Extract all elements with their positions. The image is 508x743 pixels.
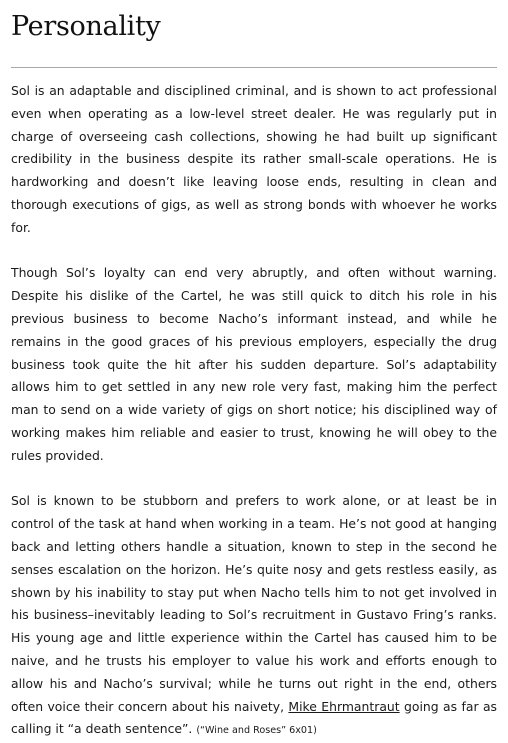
paragraph-2: Though Sol’s loyalty can end very abruptly, and often without warning. Despite his dislike of the Cartel, he was still quick to ditch his role in his previous business to become Nacho’s informant instead, and while he remains in the good graces of his previous employers, especially the drug business took quite the hit after his sudden departure. Sol’s adaptability allows him to get settled in any new role very fast, making him the perfect man to send on a wide variety of gigs on short notice; his disciplined way of working makes him reliable and easier to trust, knowing he will obey to the rules provided.	[11, 265, 497, 463]
episode-citation: (“Wine and Roses” 6x01)	[196, 725, 317, 737]
article-section	[11, 0, 497, 743]
paragraph-3-text-before-link: Sol is known to be stubborn and prefers to work alone, or at least be in control of the task at hand when working in a team. He’s not good at hanging back and letting others handle a situation, known to step in the second he senses escalation on the horizon. He’s quite nosy and gets restless easily, as shown by his inability to stay put when Nacho tells him to not get involved in his business–inevitably leading to Sol’s recruitment in Gustavo Fring’s ranks. His young age and little experience within the Cartel has caused him to be naive, and he trusts his employer to value his work and efforts enough to allow his and Nacho’s survival; while he turns out right in the end, others often voice their concern about his naivety,	[11, 493, 497, 714]
mike-ehrmantraut-link[interactable]: Mike Ehrmantraut	[288, 698, 400, 714]
paragraph-3	[11, 490, 497, 743]
paragraph-1: Sol is an adaptable and disciplined criminal, and is shown to act professional even when operating as a low-level street dealer. He was regularly put in charge of overseeing cash collections, showing he had built up significant credibility in the business despite its rather small-scale operations. He is hardworking and doesn’t like leaving loose ends, resulting in clean and thorough executions of gigs, as well as strong bonds with whoever he works for.	[11, 83, 497, 235]
paragraph-3-text-after-link: going as far as calling it “a death sentence”.	[11, 698, 497, 737]
section-heading: Personality	[11, 11, 161, 42]
heading-divider	[11, 67, 497, 68]
